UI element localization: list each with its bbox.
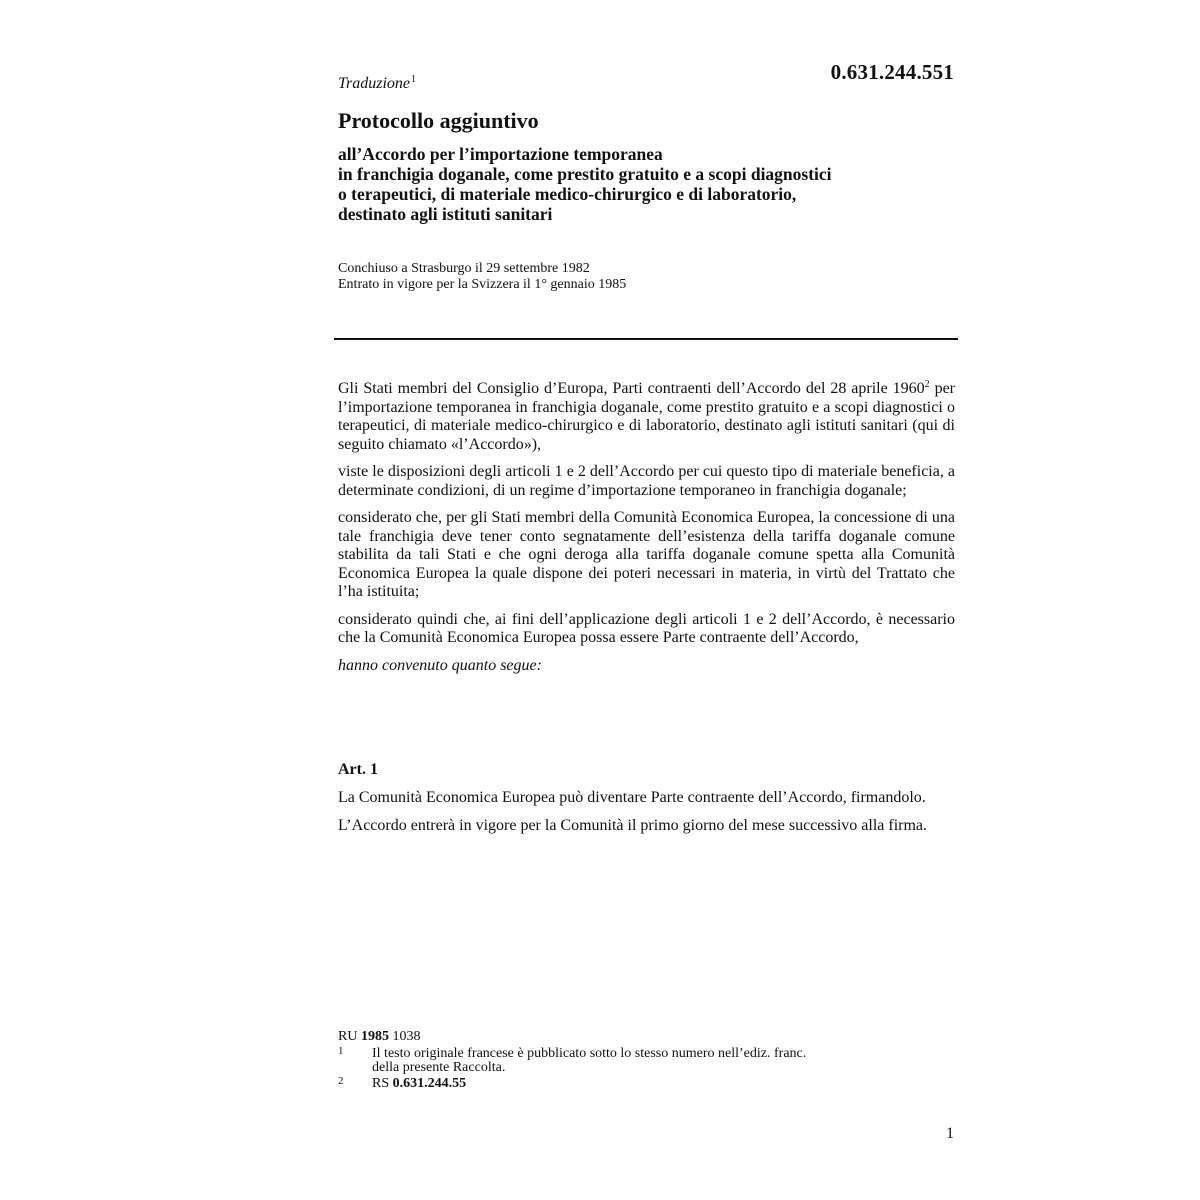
ru-page: 1038 bbox=[392, 1029, 421, 1044]
article-1-heading: Art. 1 bbox=[338, 761, 378, 778]
preamble-paragraph-2: viste le disposizioni degli articoli 1 e 2 dell’Accordo per cui questo tipo di materiale beneficia, a determinate condizioni, di un regime d’importazione temporaneo in franchigia doganale; bbox=[338, 463, 955, 499]
ru-prefix: RU bbox=[338, 1029, 358, 1044]
translation-label-text: Traduzione bbox=[338, 75, 411, 92]
sr-number: 0.631.244.551 bbox=[830, 60, 954, 84]
preamble-paragraph-3: considerato che, per gli Stati membri della Comunità Economica Europea, la concessione di una tale franchigia deve tener conto segnatamente dell’esistenza della tariffa doganale comune stabilita da tali Stati e che ogni deroga alla tariffa doganale comune spetta alla Comunità Economica Europea la quale dispone dei poteri necessari in materia, in virtù del Trattato che l’ha istituita; bbox=[338, 509, 955, 600]
footnote-1-line-2: della presente Raccolta. bbox=[372, 1060, 506, 1075]
preamble-paragraph-1 bbox=[338, 376, 955, 454]
page-number: 1 bbox=[946, 1125, 954, 1142]
in-force-date: Entrato in vigore per la Svizzera il 1° gennaio 1985 bbox=[338, 277, 627, 292]
article-1-paragraph-1: La Comunità Economica Europea può diventare Parte contraente dell’Accordo, firmandolo. bbox=[338, 789, 926, 806]
preamble-p1-before: Gli Stati membri del Consiglio d’Europa, Parti contraenti dell’Accordo del 28 aprile 1960 bbox=[338, 380, 925, 397]
footnote-1 bbox=[338, 1047, 898, 1075]
footnote-2-ref: 0.631.244.55 bbox=[392, 1076, 467, 1091]
translation-label bbox=[338, 74, 416, 93]
preamble bbox=[338, 376, 955, 684]
subtitle-line: destinato agli istituti sanitari bbox=[338, 204, 553, 224]
footnote-2-prefix: RS bbox=[372, 1076, 390, 1091]
document-title: Protocollo aggiuntivo bbox=[338, 108, 539, 133]
article-1-body bbox=[338, 789, 955, 844]
preamble-paragraph-5: hanno convenuto quanto segue: bbox=[338, 656, 542, 674]
article-1-paragraph-2: L’Accordo entrerà in vigore per la Comunità il primo giorno del mese successivo alla firma. bbox=[338, 816, 928, 834]
preamble-p1-after: per l’importazione temporanea in franchigia doganale, come prestito gratuito e a scopi diagnostici o terapeutici, di materiale medico-chirurgico e di laboratorio, destinato agli istituti sanitari (qui di seguito chiamato «l’Accordo»), bbox=[338, 380, 956, 453]
horizontal-divider bbox=[334, 338, 958, 340]
ru-year: 1985 bbox=[360, 1029, 389, 1044]
footnotes bbox=[338, 1047, 898, 1093]
document-subtitle bbox=[338, 144, 958, 224]
footnote-mark-1: 1 bbox=[411, 74, 417, 85]
footnote-2 bbox=[338, 1077, 898, 1091]
footnote-number: 2 bbox=[338, 1075, 344, 1087]
footnote-mark-2: 2 bbox=[924, 379, 930, 390]
preamble-paragraph-4: considerato quindi che, ai fini dell’applicazione degli articoli 1 e 2 dell’Accordo, è necessario che la Comunità Economica Europea possa essere Parte contraente dell’Accordo, bbox=[338, 610, 955, 646]
subtitle-line: o terapeutici, di materiale medico-chirurgico e di laboratorio, bbox=[338, 184, 797, 204]
subtitle-line: all’Accordo per l’importazione temporanea bbox=[338, 144, 663, 164]
subtitle-line: in franchigia doganale, come prestito gratuito e a scopi diagnostici bbox=[338, 164, 832, 184]
document-dates bbox=[338, 261, 626, 293]
footnote-number: 1 bbox=[338, 1045, 344, 1057]
ru-reference bbox=[338, 1029, 420, 1045]
concluded-date: Conchiuso a Strasburgo il 29 settembre 1982 bbox=[338, 261, 590, 276]
footnote-1-line-1: Il testo originale francese è pubblicato sotto lo stesso numero nell’ediz. franc. bbox=[372, 1046, 807, 1061]
